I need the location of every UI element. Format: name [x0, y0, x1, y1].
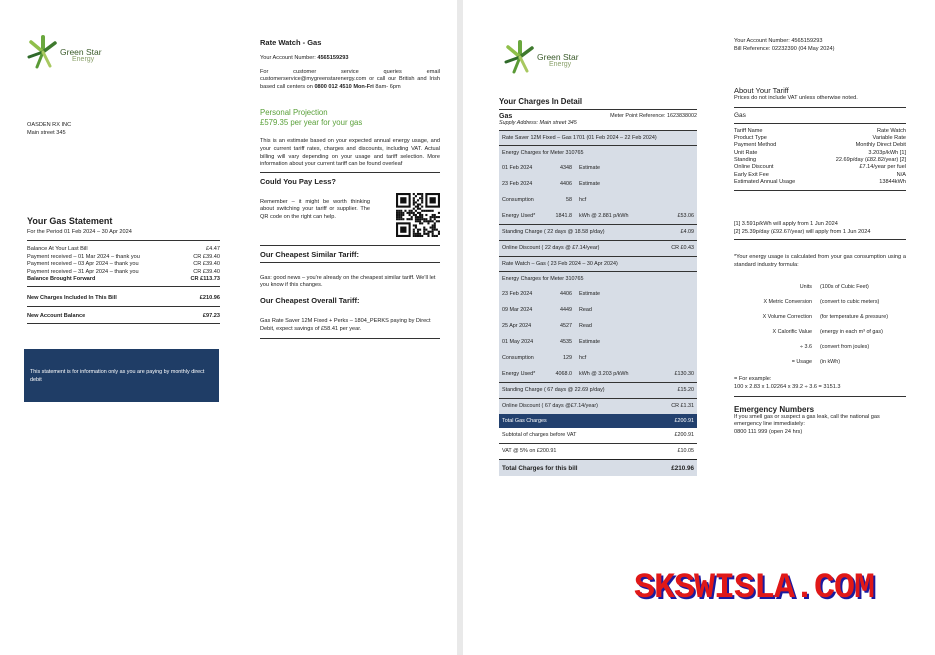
tariff-row	[734, 164, 906, 171]
tariff-row-value: Rate Watch	[876, 127, 906, 134]
account-number-line	[260, 55, 440, 63]
meter-header-2: Energy Charges for Meter 310765	[502, 275, 584, 282]
read-type: Estimate	[579, 180, 600, 187]
gas-label: Gas	[499, 113, 513, 120]
tariff-row	[734, 135, 906, 142]
balance-value: £4.47	[206, 246, 220, 252]
tariff-row-label: Unit Rate	[734, 149, 758, 156]
balance-row	[27, 269, 220, 277]
energy-label: Energy Used*	[502, 370, 536, 377]
discount-row-2	[499, 399, 697, 414]
statement-page-back	[463, 0, 935, 655]
usage-note: *Your energy usage is calculated from your gas consumption using a standard industry formula:	[734, 254, 906, 268]
new-charges-value: £210.96	[199, 294, 220, 301]
cheapest-similar-text: Gas: good news – you're already on the cheapest similar tariff. We'll let you know if this changes.	[260, 274, 436, 289]
read-value: 4406	[560, 180, 572, 187]
balance-row	[27, 261, 220, 269]
read-date: 01 Feb 2024	[502, 164, 533, 171]
charges-title: Your Charges In Detail	[499, 97, 583, 106]
customer-service-text	[260, 69, 440, 92]
divider	[260, 172, 440, 173]
new-balance-row	[27, 313, 220, 321]
projection-title: Personal Projection	[260, 108, 328, 118]
energy-rate: kWh @ 2.881 p/kWh	[579, 212, 629, 219]
bill-reference: Bill Reference: 02232390 (04 May 2024)	[734, 45, 835, 52]
consumption-row-1	[499, 192, 697, 208]
formula-desc: (for temperature & pressure)	[820, 313, 889, 320]
consumption-label: Consumption	[502, 354, 534, 361]
formula-desc: (100s of Cubic Feet)	[820, 283, 869, 290]
read-date: 01 May 2024	[502, 338, 534, 345]
divider	[734, 123, 906, 124]
energy-amount: £130.30	[674, 370, 694, 377]
balance-value: CR £39.40	[193, 261, 220, 268]
balance-row	[27, 254, 220, 262]
pay-less-text: Remember – it might be worth thinking about switching your tariff or supplier. The QR code on the right can help.	[260, 198, 370, 220]
standing-amount: £4.09	[680, 229, 694, 235]
consumption-value: 129	[563, 354, 572, 361]
gas-header-row	[499, 113, 697, 120]
vat-amount: £10.05	[677, 448, 694, 454]
divider	[27, 286, 220, 287]
meter-read-row	[499, 176, 697, 192]
formula-row	[734, 280, 906, 295]
tariff-table	[734, 128, 906, 186]
logo-subname: Energy	[549, 61, 572, 68]
tariff-note-1: [1] 3.591p/kWh will apply from 1 Jun 2024	[734, 221, 838, 228]
consumption-unit: hcf	[579, 354, 587, 361]
tariff-row-label: Online Discount	[734, 164, 774, 171]
formula-row	[734, 295, 906, 310]
total-bill-row	[499, 460, 697, 476]
standing-row-1	[499, 225, 697, 240]
formula-op: ÷ 3.6	[800, 343, 812, 350]
vat-label: VAT @ 5% on £200.91	[502, 448, 557, 454]
divider	[734, 239, 906, 240]
account-line: Your Account Number: 4565159293	[734, 38, 823, 44]
about-tariff-sub: Prices do not include VAT unless otherwise noted.	[734, 95, 858, 102]
read-value: 4449	[560, 306, 572, 313]
balance-value: CR £39.40	[193, 253, 220, 260]
read-type: Read	[579, 306, 592, 313]
tariff-row-label: Product Type	[734, 135, 767, 142]
qr-code-icon[interactable]	[396, 193, 440, 237]
meter-read-row	[499, 286, 697, 302]
logo-name: Green Star	[60, 47, 102, 57]
divider	[260, 262, 440, 263]
star-logo-icon	[503, 38, 539, 76]
account-number-label: Your Account Number:	[260, 55, 316, 61]
tariff-note-2: [2] 25.39p/day (£92.67/year) will apply from 1 Jun 2024	[734, 228, 871, 235]
total-gas-amount: £200.91	[674, 417, 694, 424]
balance-label: Balance At Your Last Bill	[27, 246, 88, 252]
meter-read-row	[499, 318, 697, 334]
consumption-value: 58	[566, 196, 572, 203]
formula-op: X Calorific Value	[772, 328, 812, 335]
new-charges-row	[27, 295, 220, 303]
divider	[260, 338, 440, 339]
read-date: 23 Feb 2024	[502, 180, 533, 187]
watermark: SKSWISLA.COM	[634, 568, 875, 608]
tariff-row-value: 22.69p/day (£82.82/year) [2]	[835, 156, 906, 163]
statement-page-front	[0, 0, 457, 655]
read-date: 23 Feb 2024	[502, 290, 533, 297]
tariff-row-value: N/A	[896, 171, 906, 178]
tariff-row	[734, 128, 906, 135]
emergency-title: Emergency Numbers	[734, 404, 815, 414]
read-value: 4527	[560, 322, 572, 329]
cheapest-similar-title: Our Cheapest Similar Tariff:	[260, 249, 360, 259]
standing-row-2	[499, 383, 697, 398]
formula-op: = Usage	[791, 358, 812, 365]
tariff-row-value: 13844kWh	[879, 178, 906, 185]
read-type: Estimate	[579, 290, 600, 297]
meter-read-row	[499, 334, 697, 350]
tariff-column	[734, 38, 906, 437]
new-balance-value: £97.23	[202, 312, 220, 319]
formula-row	[734, 310, 906, 325]
statement-period: For the Period 01 Feb 2024 – 30 Apr 2024	[27, 229, 132, 235]
tariff-row-label: Payment Method	[734, 142, 777, 149]
star-logo-icon	[26, 33, 62, 71]
standing-label: Standing Charge ( 67 days @ 22.69 p/day)	[502, 387, 605, 393]
usage-formula	[734, 280, 906, 370]
balance-row	[27, 246, 220, 254]
balance-value: CR £113.73	[190, 276, 220, 283]
read-value: 4348	[560, 164, 572, 171]
tariff-row-label: Early Exit Fee	[734, 171, 769, 178]
standing-label: Standing Charge ( 22 days @ 18.58 p/day)	[502, 229, 605, 235]
total-bill-label: Total Charges for this bill	[502, 464, 578, 472]
discount-row-1	[499, 241, 697, 256]
formula-desc: (energy in each m³ of gas)	[820, 328, 883, 335]
formula-op: Units	[799, 283, 812, 290]
customer-service-hours: 8am- 6pm	[375, 83, 401, 90]
tariff-row	[734, 172, 906, 179]
statement-title: Your Gas Statement	[27, 216, 113, 226]
total-bill-amount: £210.96	[671, 464, 694, 472]
tariff-row-label: Estimated Annual Usage	[734, 178, 796, 185]
consumption-unit: hcf	[579, 196, 587, 203]
discount-amount: CR £0.43	[671, 245, 694, 251]
balance-label: Payment received – 01 Mar 2024 – thank you	[27, 253, 140, 260]
energy-rate: kWh @ 3.203 p/kWh	[579, 370, 629, 377]
total-gas-row	[499, 414, 697, 428]
standing-amount: £15.20	[677, 387, 694, 393]
divider	[499, 109, 697, 110]
meter-reads-1	[499, 160, 697, 192]
subtotal-amount: £200.91	[674, 432, 694, 438]
pay-less-block	[260, 193, 440, 237]
tariff-period-2: Rate Watch – Gas ( 23 Feb 2024 – 30 Apr 2024)	[502, 260, 618, 267]
new-charges-label: New Charges Included In This Bill	[27, 294, 117, 301]
tariff-row-label: Standing	[734, 156, 757, 163]
balance-label: Payment received – 31 Apr 2024 – thank you	[27, 268, 139, 275]
balance-label: Payment received – 03 Apr 2024 – thank you	[27, 261, 139, 268]
read-date: 09 Mar 2024	[502, 306, 533, 313]
tariff-row-value: £7.14/year per fuel	[859, 164, 906, 171]
balance-row	[27, 276, 220, 284]
customer-service-body: For customer service queries email customerservice@mygreenstarenergy.com or call our British and Irish based call centers on	[260, 68, 440, 90]
formula-op: X Metric Conversion	[763, 298, 812, 305]
cheapest-overall-text: Gas Rate Saver 12M Fixed + Perks – 1804_PERKS paying by Direct Debit, expect savings of £58.41 per year.	[260, 317, 431, 332]
projection-value: £579.35 per year for your gas	[260, 118, 363, 128]
cheapest-overall-title: Our Cheapest Overall Tariff:	[260, 295, 360, 305]
energy-value: 1841.8	[555, 212, 572, 219]
formula-row	[734, 355, 906, 370]
brand-logo	[26, 33, 102, 76]
emergency-phone[interactable]: 0800 111 999 (open 24 hrs)	[734, 428, 803, 435]
rate-watch-column	[260, 38, 440, 339]
customer-service-days: Mon-Fri	[353, 83, 374, 90]
subtotal-row	[499, 428, 697, 443]
consumption-label: Consumption	[502, 196, 534, 203]
charges-shaded-block	[499, 131, 697, 414]
formula-desc: (convert to cubic meters)	[820, 298, 880, 305]
meter-point-ref: Meter Point Reference: 1623838002	[610, 113, 697, 119]
example-label: = For example:	[734, 375, 772, 382]
energy-row-1	[499, 208, 697, 224]
customer-address: Main street 345	[27, 130, 66, 136]
projection-text: This is an estimate based on your expected annual energy usage, and your current tariff rates, charges and discounts, including VAT. Actual billing will vary depending on your usage and tariff selection. More information about your current tariff can be found overleaf	[260, 138, 440, 168]
new-balance-label: New Account Balance	[27, 312, 86, 319]
divider	[734, 107, 906, 108]
pay-less-title: Could You Pay Less?	[260, 176, 336, 186]
meter-reads-2	[499, 286, 697, 350]
customer-name: OASDEN RX INC	[27, 122, 72, 128]
divider	[260, 245, 440, 246]
about-tariff-title: About Your Tariff	[734, 86, 789, 96]
direct-debit-notice: This statement is for information only as you are paying by monthly direct debit	[24, 349, 219, 402]
account-number: 4565159293	[317, 55, 349, 61]
logo-name: Green Star	[537, 52, 579, 62]
formula-op: X Volume Correction	[762, 313, 812, 320]
tariff-row-value: Monthly Direct Debit	[855, 142, 906, 149]
emergency-text: If you smell gas or suspect a gas leak, call the national gas emergency line immediately:	[734, 413, 880, 428]
divider	[27, 306, 220, 307]
read-date: 25 Apr 2024	[502, 322, 532, 329]
tariff-row	[734, 142, 906, 149]
tariff-row	[734, 179, 906, 186]
energy-value: 4068.0	[555, 370, 572, 377]
divider	[734, 396, 906, 397]
meter-read-row	[499, 302, 697, 318]
read-value: 4535	[560, 338, 572, 345]
discount-amount: CR £1.31	[671, 403, 694, 409]
customer-service-phone: 0800 012 4510	[314, 83, 352, 90]
energy-amount: £53.06	[677, 212, 694, 219]
tariff-row	[734, 150, 906, 157]
balance-label: Balance Brought Forward	[27, 276, 96, 283]
tariff-period-1: Rate Saver 12M Fixed – Gas 1701 (01 Feb 2024 – 22 Feb 2024)	[502, 134, 657, 141]
energy-row-2	[499, 366, 697, 382]
read-type: Estimate	[579, 164, 600, 171]
balance-table	[27, 240, 220, 324]
charges-detail	[499, 97, 697, 476]
balance-rows	[27, 241, 220, 284]
read-value: 4406	[560, 290, 572, 297]
discount-label: Online Discount ( 67 days @£7.14/year)	[502, 403, 598, 409]
tariff-row-label: Tariff Name	[734, 127, 763, 134]
formula-desc: (convert from joules)	[820, 343, 870, 350]
total-gas-label: Total Gas Charges	[502, 417, 547, 424]
balance-value: CR £39.40	[193, 268, 220, 275]
supply-address: Supply Address: Main street 345	[499, 120, 577, 126]
read-type: Estimate	[579, 338, 600, 345]
tariff-row-value: Variable Rate	[872, 135, 906, 142]
formula-desc: (in kWh)	[820, 358, 841, 365]
about-tariff-gas: Gas	[734, 111, 746, 119]
energy-label: Energy Used*	[502, 212, 536, 219]
discount-label: Online Discount ( 22 days @ £7.14/year)	[502, 245, 600, 251]
brand-logo-2	[503, 38, 579, 81]
consumption-row-2	[499, 350, 697, 366]
tariff-row	[734, 157, 906, 164]
rate-watch-title: Rate Watch - Gas	[260, 38, 322, 47]
read-type: Read	[579, 322, 592, 329]
divider	[27, 323, 220, 324]
meter-read-row	[499, 160, 697, 176]
vat-row	[499, 444, 697, 459]
tariff-row-value: 3.203p/kWh [1]	[868, 149, 906, 156]
meter-header-1: Energy Charges for Meter 310765	[502, 149, 584, 156]
divider	[734, 190, 906, 191]
example-calc: 100 x 2.83 x 1.02264 x 39.2 ÷ 3.6 = 3151.3	[734, 384, 841, 391]
subtotal-label: Subtotal of charges before VAT	[502, 432, 577, 438]
formula-row	[734, 340, 906, 355]
formula-row	[734, 325, 906, 340]
logo-subname: Energy	[72, 56, 95, 63]
